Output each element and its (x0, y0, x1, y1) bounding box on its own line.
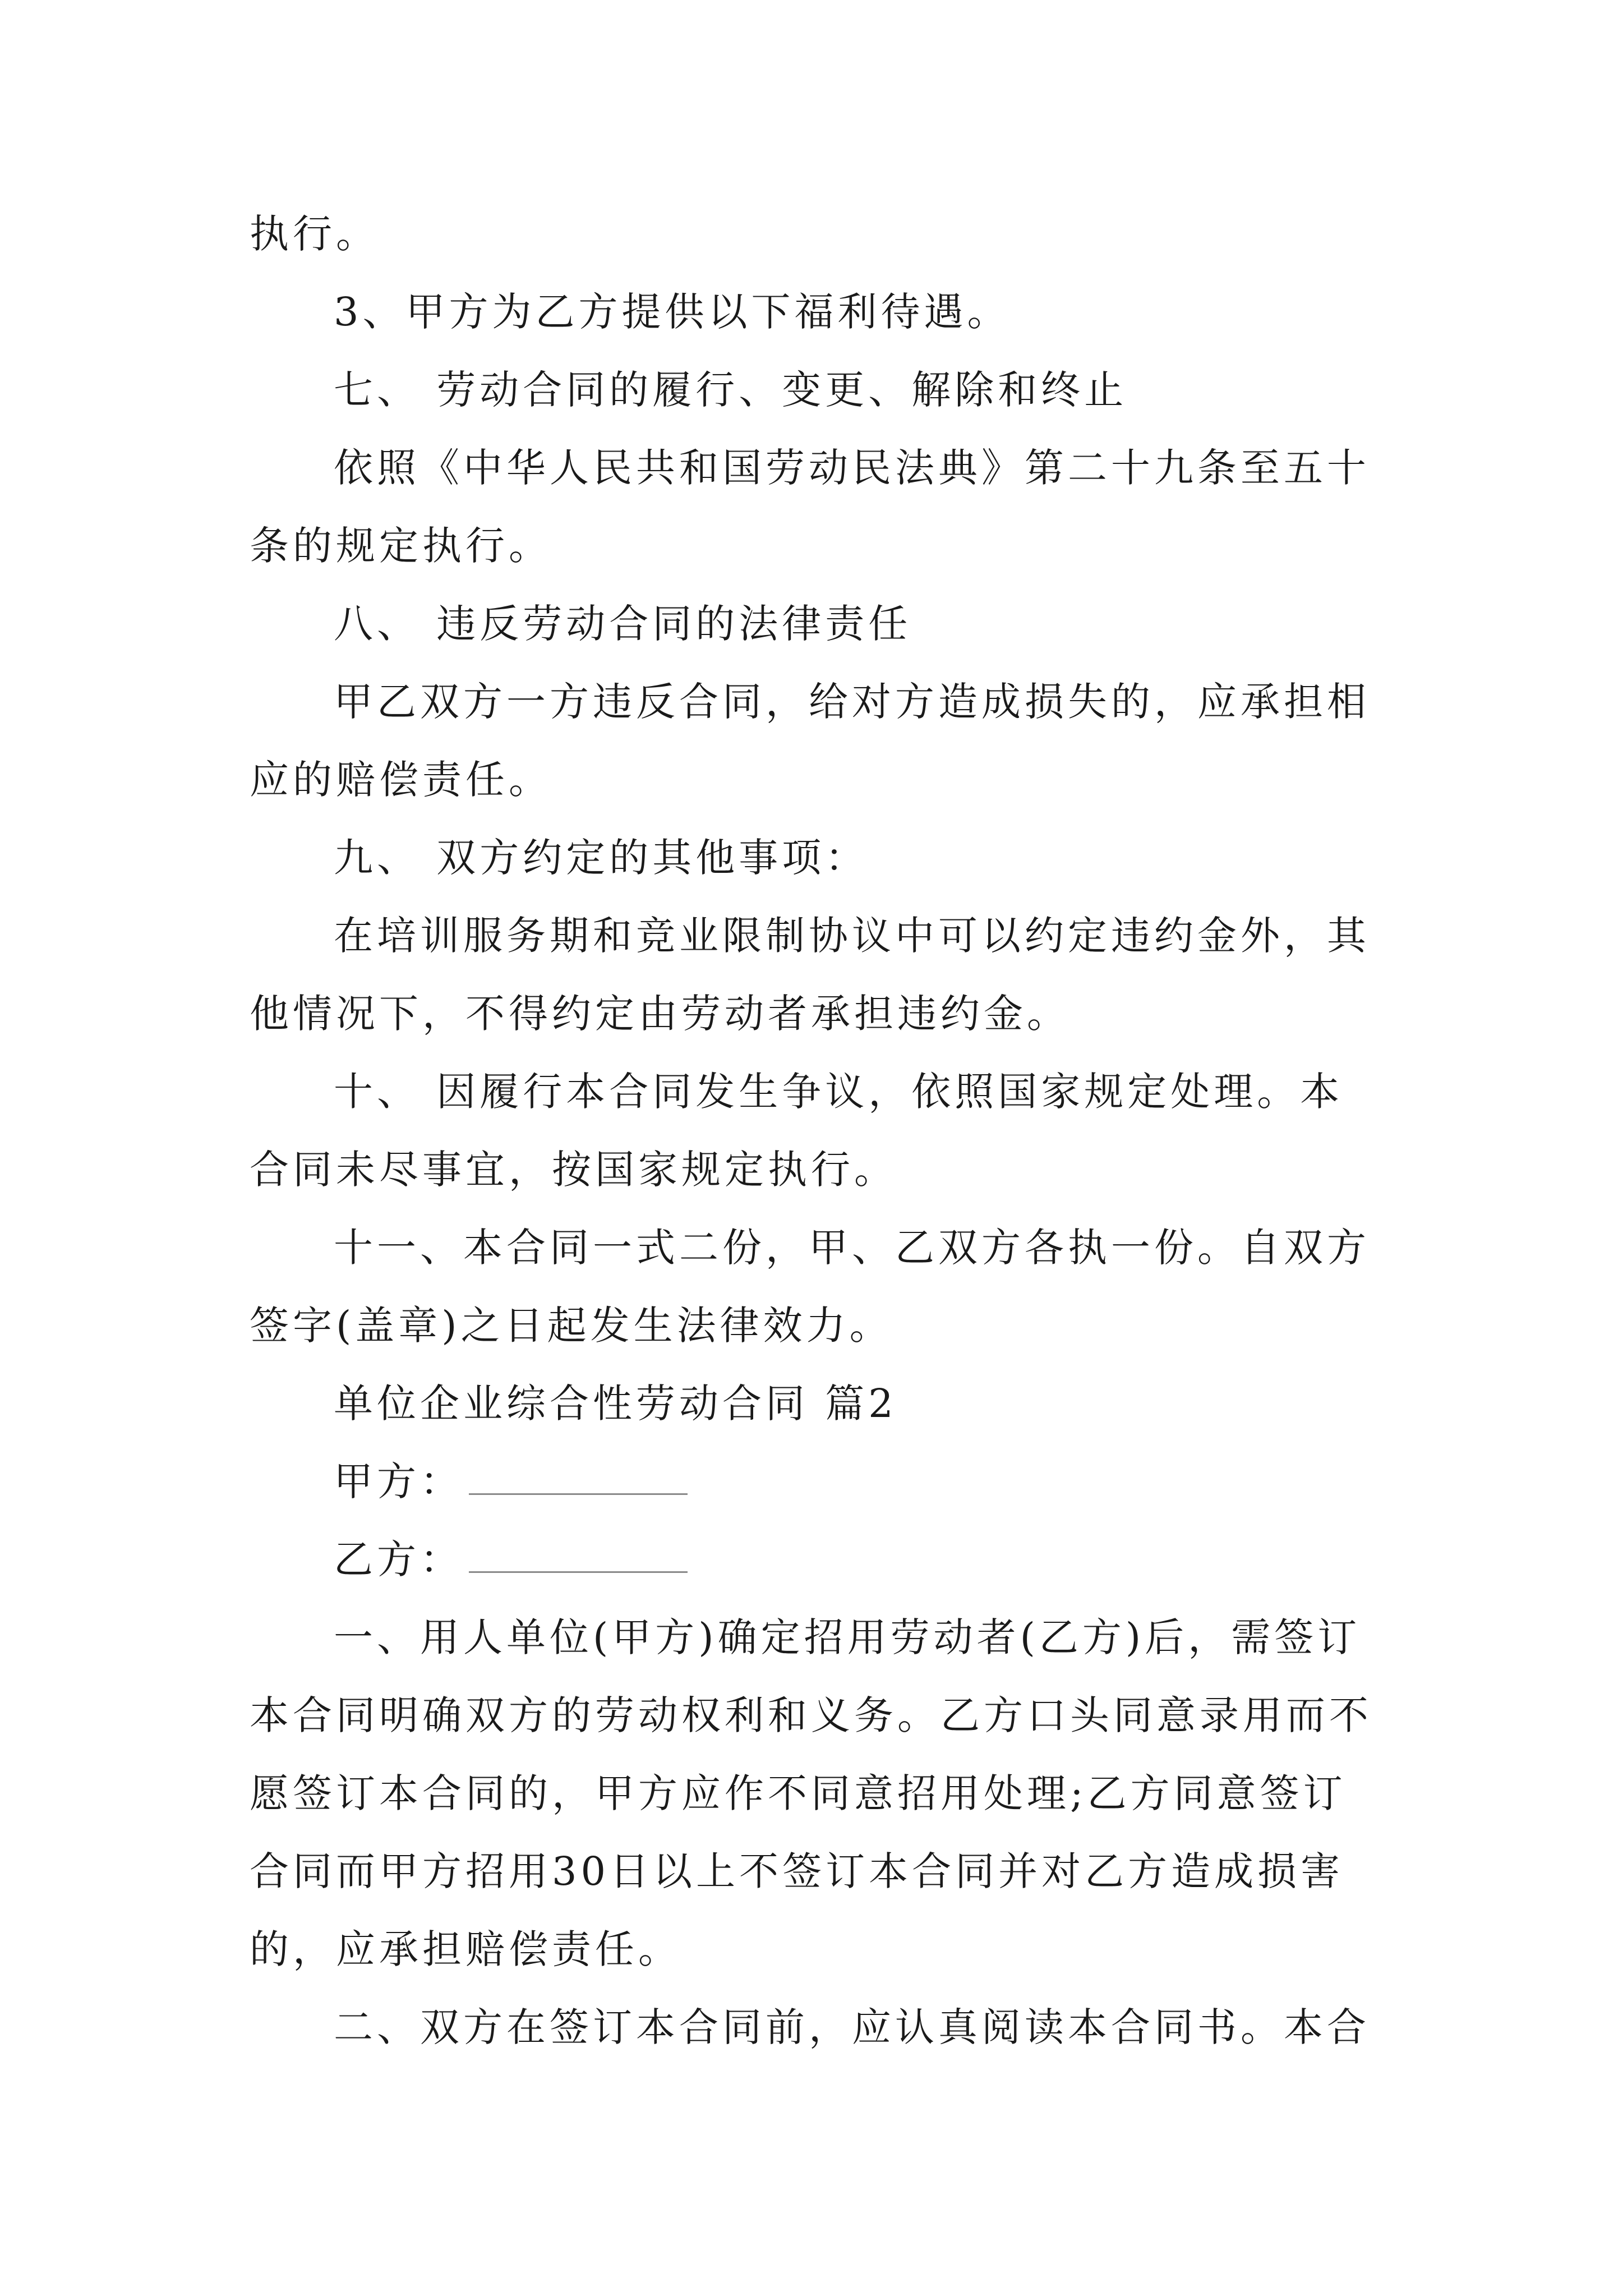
text-line: 签字(盖章)之日起发生法律效力。 (250, 1303, 893, 1349)
text-line: 合同未尽事宜，按国家规定执行。 (250, 1147, 897, 1193)
heading-section-8: 八、 违反劳动合同的法律责任 (334, 601, 912, 647)
text-line: 他情况下，不得约定由劳动者承担违约金。 (250, 991, 1070, 1037)
party-b-blank (469, 1538, 688, 1573)
party-a-blank (469, 1460, 688, 1495)
heading-section-9: 九、 双方约定的其他事项： (334, 835, 869, 881)
text-line: 十一、本合同一式二份，甲、乙双方各执一份。自双方 (334, 1225, 1370, 1271)
text-line: 依照《中华人民共和国劳动民法典》第二十九条至五十 (334, 445, 1370, 491)
party-b-label: 乙方： (334, 1536, 463, 1582)
heading-section-7: 七、 劳动合同的履行、变更、解除和终止 (334, 367, 1128, 413)
text-line: 应的赔偿责任。 (250, 757, 552, 803)
text-line: 本合同明确双方的劳动权利和义务。乙方口头同意录用而不 (250, 1692, 1372, 1738)
text-line: 条的规定执行。 (250, 523, 552, 569)
party-b-row (334, 1534, 688, 1585)
section-title: 单位企业综合性劳动合同 篇2 (334, 1381, 897, 1427)
party-a-label: 甲方： (334, 1458, 463, 1504)
party-a-row (334, 1456, 688, 1507)
text-line: 执行。 (250, 211, 379, 257)
text-line: 3、甲方为乙方提供以下福利待遇。 (334, 289, 1011, 335)
text-line: 愿签订本合同的，甲方应作不同意招用处理;乙方同意签订 (250, 1770, 1347, 1816)
text-line: 一、用人单位(甲方)确定招用劳动者(乙方)后，需签订 (334, 1614, 1361, 1660)
text-line: 二、双方在签订本合同前，应认真阅读本合同书。本合 (334, 2004, 1370, 2050)
text-line: 合同而甲方招用30日以上不签订本合同并对乙方造成损害 (250, 1848, 1344, 1894)
text-line: 甲乙双方一方违反合同，给对方造成损失的，应承担相 (334, 679, 1370, 725)
text-line: 的，应承担赔偿责任。 (250, 1926, 681, 1972)
heading-section-10: 十、 因履行本合同发生争议，依照国家规定处理。本 (334, 1069, 1344, 1115)
text-line: 在培训服务期和竞业限制协议中可以约定违约金外，其 (334, 913, 1370, 959)
